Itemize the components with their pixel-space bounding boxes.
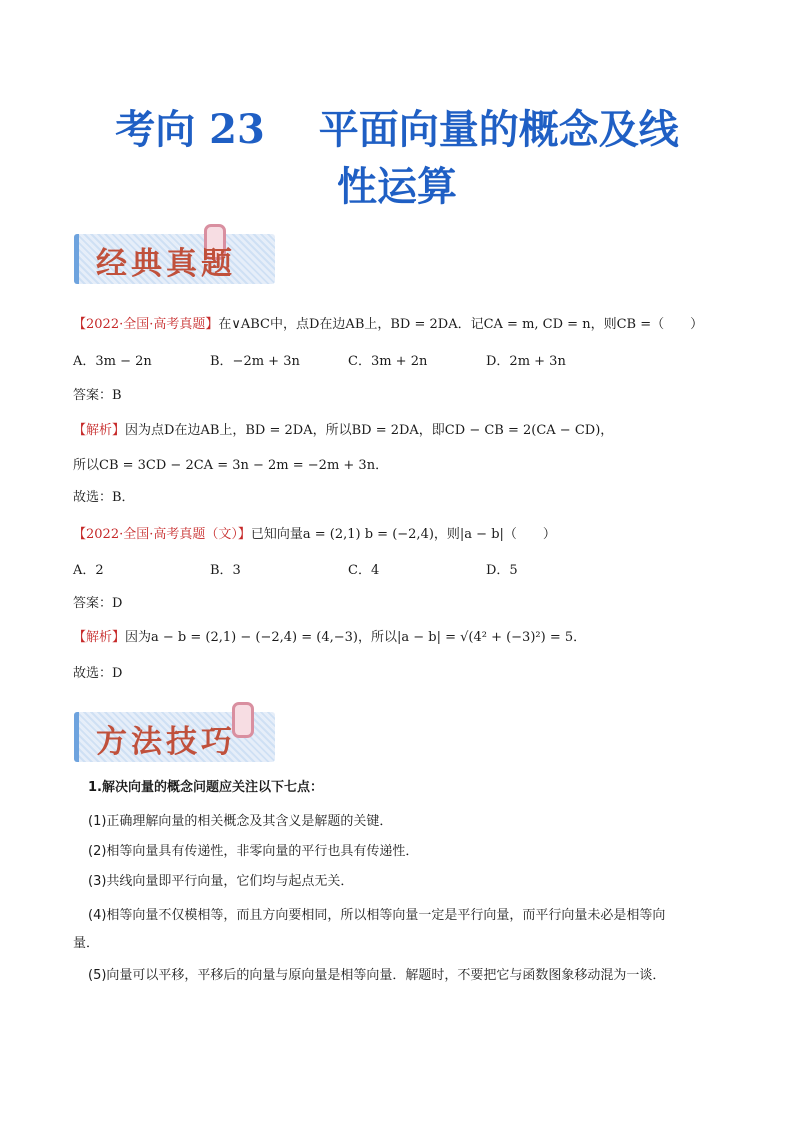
tip-item-4-cont: 量． <box>73 936 100 951</box>
answer-line: 答案：B <box>73 388 122 403</box>
analysis-line-2: 所以CB = 3CD − 2CA = 3n − 2m = −2m + 3n． <box>73 458 389 473</box>
tips-heading: 1.解决向量的概念问题应关注以下七点： <box>88 780 323 795</box>
conclusion-line: 故选：B． <box>73 490 135 505</box>
analysis-line-1 <box>73 421 613 441</box>
page-title-line2: 性运算 <box>337 163 457 210</box>
analysis-line-1 <box>73 628 586 648</box>
option-b: B．−2m + 3n <box>210 354 300 369</box>
section-label: 经典真题 <box>96 246 236 282</box>
tip-item-4: (4)相等向量不仅模相等，而且方向要相同，所以相等向量一定是平行向量，而平行向量未必是相等向 <box>88 908 666 923</box>
question-1-stem <box>73 315 703 335</box>
page-title-line1: 考向 23 平面向量的概念及线 <box>115 106 679 153</box>
answer-line: 答案：D <box>73 596 123 611</box>
question-source-tag: 【2022·全国·高考真题】 <box>73 317 219 332</box>
question-stem-text: 在∨ABC中，点D在边AB上，BD = 2DA．记CA = m, CD = n，则CB =（ ） <box>218 317 704 332</box>
tip-item-3: (3)共线向量即平行向量，它们均与起点无关． <box>88 874 354 889</box>
option-a: A．3m − 2n <box>73 354 152 369</box>
tip-item-1: (1)正确理解向量的相关概念及其含义是解题的关键． <box>88 814 393 829</box>
section-banner-methods <box>74 708 284 766</box>
option-a: A．2 <box>73 563 104 578</box>
analysis-tag: 【解析】 <box>73 423 126 438</box>
analysis-text: 因为点D在边AB上，BD = 2DA，所以BD = 2DA，即CD − CB = 2(CA − CD)， <box>125 423 614 438</box>
option-c: C．4 <box>348 563 380 578</box>
tip-item-5: (5)向量可以平移，平移后的向量与原向量是相等向量．解题时，不要把它与函数图象移动混为一谈． <box>88 968 666 983</box>
question-2-stem <box>73 525 556 545</box>
option-d: D．2m + 3n <box>486 354 566 369</box>
option-d: D．5 <box>486 563 518 578</box>
analysis-text: 因为a − b = (2,1) − (−2,4) = (4,−3)，所以|a − b| = √(4² + (−3)²) = 5． <box>125 630 587 645</box>
question-source-tag: 【2022·全国·高考真题（文）】 <box>73 527 251 542</box>
option-c: C．3m + 2n <box>348 354 428 369</box>
option-b: B．3 <box>210 563 241 578</box>
conclusion-line: 故选：D <box>73 666 123 681</box>
section-label: 方法技巧 <box>96 724 236 760</box>
tip-item-2: (2)相等向量具有传递性，非零向量的平行也具有传递性． <box>88 844 419 859</box>
analysis-tag: 【解析】 <box>73 630 126 645</box>
question-stem-text: 已知向量a = (2,1) b = (−2,4)，则|a − b|（ ） <box>250 527 556 542</box>
section-banner-classic <box>74 230 284 288</box>
